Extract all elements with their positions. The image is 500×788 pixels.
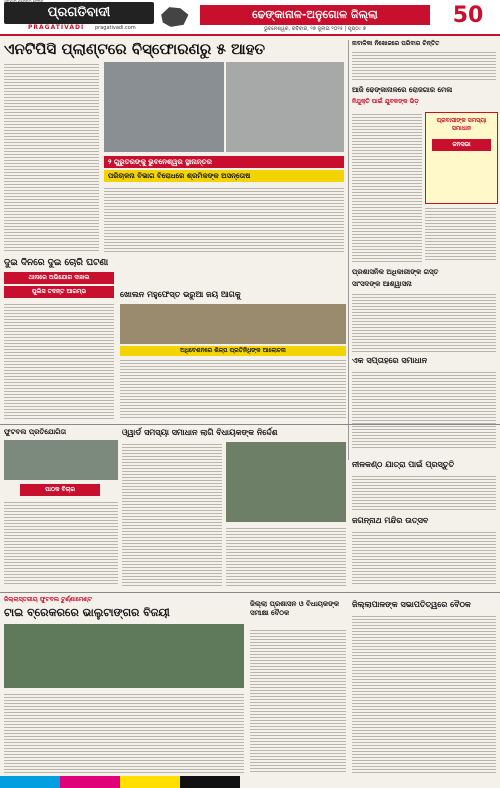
- logo-subtitle: PRAGATIVADI: [28, 24, 85, 31]
- anniversary-logo: 50: [452, 3, 484, 28]
- mid-left-headline[interactable]: ଦୁଇ ଦିନରେ ଦୁଇ ଚୋରି ଘଟଣା: [4, 258, 109, 268]
- district-banner: ଢେଙ୍କାନାଳ-ଅନୁଗୋଳ ଜିଲ୍ଲା: [200, 5, 430, 25]
- ad-text: ପ୍ରବାସୀଙ୍କ ସମସ୍ୟା ସମାଧାନ: [436, 117, 487, 132]
- lower-left-photo: [4, 440, 118, 480]
- reader-opinion-badge: ପାଠକ ବିଚାର: [20, 484, 100, 496]
- bottom-right-headline[interactable]: ଜିଲ୍ଲାପାଳଙ୍କ ସଭାପତିତ୍ୱରେ ବୈଠକ: [352, 600, 471, 609]
- lower-center-text-2: [226, 526, 346, 586]
- lead-subhead-2: ପରିଚାଳନା ବିଭାଗ ବିରୋଧରେ ଶ୍ରମିକଙ୍କ ଅସନ୍ତୋଷ: [104, 170, 344, 182]
- mid-right-text: [352, 292, 496, 352]
- lead-body-text: [4, 62, 99, 252]
- lower-left-headline[interactable]: ଫୁଟବଲ ପ୍ରତିଯୋଗିତା: [4, 428, 67, 436]
- lower-right-text: [352, 474, 496, 512]
- advertisement[interactable]: [425, 112, 498, 204]
- mid-left-text: [4, 302, 114, 420]
- dateline: ଭୁବନେଶ୍ୱର, ରବିବାର, ୨୭ ଜୁଲାଇ ୨୦୨୫ | ପୃଷ୍ଠା: ୭: [263, 26, 367, 32]
- bottom-rule: [0, 592, 500, 593]
- mid-right-headline-2[interactable]: ସାଂସଦଙ୍କ ଆଶ୍ୱାସନା: [352, 280, 412, 288]
- right-body-text-2: [425, 206, 496, 262]
- lead-photo-1: [104, 62, 224, 152]
- mid-right-subhead[interactable]: ଏକ ସପ୍ତାହରେ ସମାଧାନ: [352, 356, 428, 365]
- ad-badge: ଜନସଭା: [432, 139, 491, 151]
- mid-left-bar-1: ଥାନାରେ ଅଭିଯୋଗ ଦାଖଲ: [4, 272, 114, 284]
- lower-right-text-2: [352, 530, 496, 586]
- lower-left-text: [4, 500, 118, 586]
- lower-center-headline[interactable]: ଓ୍ୱାର୍ଡ ସମସ୍ୟା ସମାଧାନ ଲାଗି ବିଧାୟକଙ୍କ ନିର୍ଦ୍ଦେଶ: [122, 428, 278, 437]
- mid-left-bar-2: ପୁଲିସ ତଦନ୍ତ ଆରମ୍ଭ: [4, 286, 114, 298]
- lead-body-text-2: [104, 186, 344, 252]
- bottom-headline[interactable]: ଟାଇ ବ୍ରେକରରେ ଭାଲୁଟାଙ୍ଗର ବିଜୟୀ: [4, 606, 170, 619]
- football-team-photo: [4, 624, 244, 688]
- lower-center-text: [122, 442, 222, 586]
- mid-center-text: [120, 358, 346, 420]
- bottom-kicker: ଜିଲ୍ଲାସ୍ତରୀୟ ଫୁଟବଲ ଟୁର୍ଣ୍ଣାମେଣ୍ଟ: [4, 596, 92, 603]
- bottom-mid-text: [250, 628, 346, 774]
- mid-right-text-2: [352, 370, 496, 450]
- bottom-text: [4, 692, 244, 774]
- lead-subhead-1: ୨ ଗୁରୁତରଙ୍କୁ ଭୁବନେଶ୍ୱର ସ୍ଥାନାନ୍ତର: [104, 156, 344, 168]
- bottom-mid-headline[interactable]: ଜିଲ୍ଲା ପ୍ରଶାସନ ଓ ବିଧାୟକଙ୍କ ସମୀକ୍ଷା ବୈଠକ: [250, 600, 340, 617]
- mid-center-subhead: ଅଧିବେଶନରେ ଶିଳ୍ପ ପ୍ରତିନିଧିଙ୍କ ଆଲୋଚନା: [120, 346, 346, 356]
- section-rule: [0, 424, 500, 425]
- lower-center-photo: [226, 442, 346, 522]
- right-subhead: ନିଯୁକ୍ତି ପାଇଁ ଯୁବକଙ୍କ ଭିଡ଼: [352, 98, 419, 105]
- color-registration-bar: [0, 776, 500, 788]
- right-headline[interactable]: ଆଜି ଢେଙ୍କାନାଳରେ ରୋଜଗାର ମେଳା: [352, 86, 453, 94]
- lead-photo-2: [226, 62, 344, 152]
- right-body-text: [352, 112, 422, 262]
- mid-center-headline[interactable]: ଖୋଲନ ମହୁଫେସ୍ତ ଭରୁଆ ଜୟ ଆଗକୁ: [120, 290, 241, 299]
- bottom-right-text: [352, 614, 496, 774]
- right-top-headline[interactable]: ନାବାଳିକା ନିଖୋଜରେ ପରିବାର ଚିନ୍ତିତ: [352, 40, 440, 47]
- column-rule: [348, 40, 349, 460]
- lead-headline[interactable]: ଏନଟିପିସି ପ୍ଲାଣ୍ଟରେ ବିସ୍ଫୋରଣରୁ ୫ ଆହତ: [4, 40, 266, 58]
- newspaper-logo[interactable]: ପ୍ରଗତିବାଦୀ: [4, 2, 154, 24]
- right-top-text: [352, 50, 496, 82]
- mid-right-headline[interactable]: ପ୍ରଶାସନିକ ଅଧିକାରୀଙ୍କ ଗସ୍ତ: [352, 268, 439, 276]
- lower-right-headline[interactable]: ନୀଳକଣ୍ଠ ଯାତ୍ରା ପାଇଁ ପ୍ରସ୍ତୁତି: [352, 460, 455, 469]
- mid-center-photo: [120, 304, 346, 344]
- website-url[interactable]: pragativadi.com: [95, 25, 136, 31]
- lower-right-headline-2[interactable]: ଜଗନ୍ନାଥ ମନ୍ଦିର ଉତ୍ସବ: [352, 516, 429, 525]
